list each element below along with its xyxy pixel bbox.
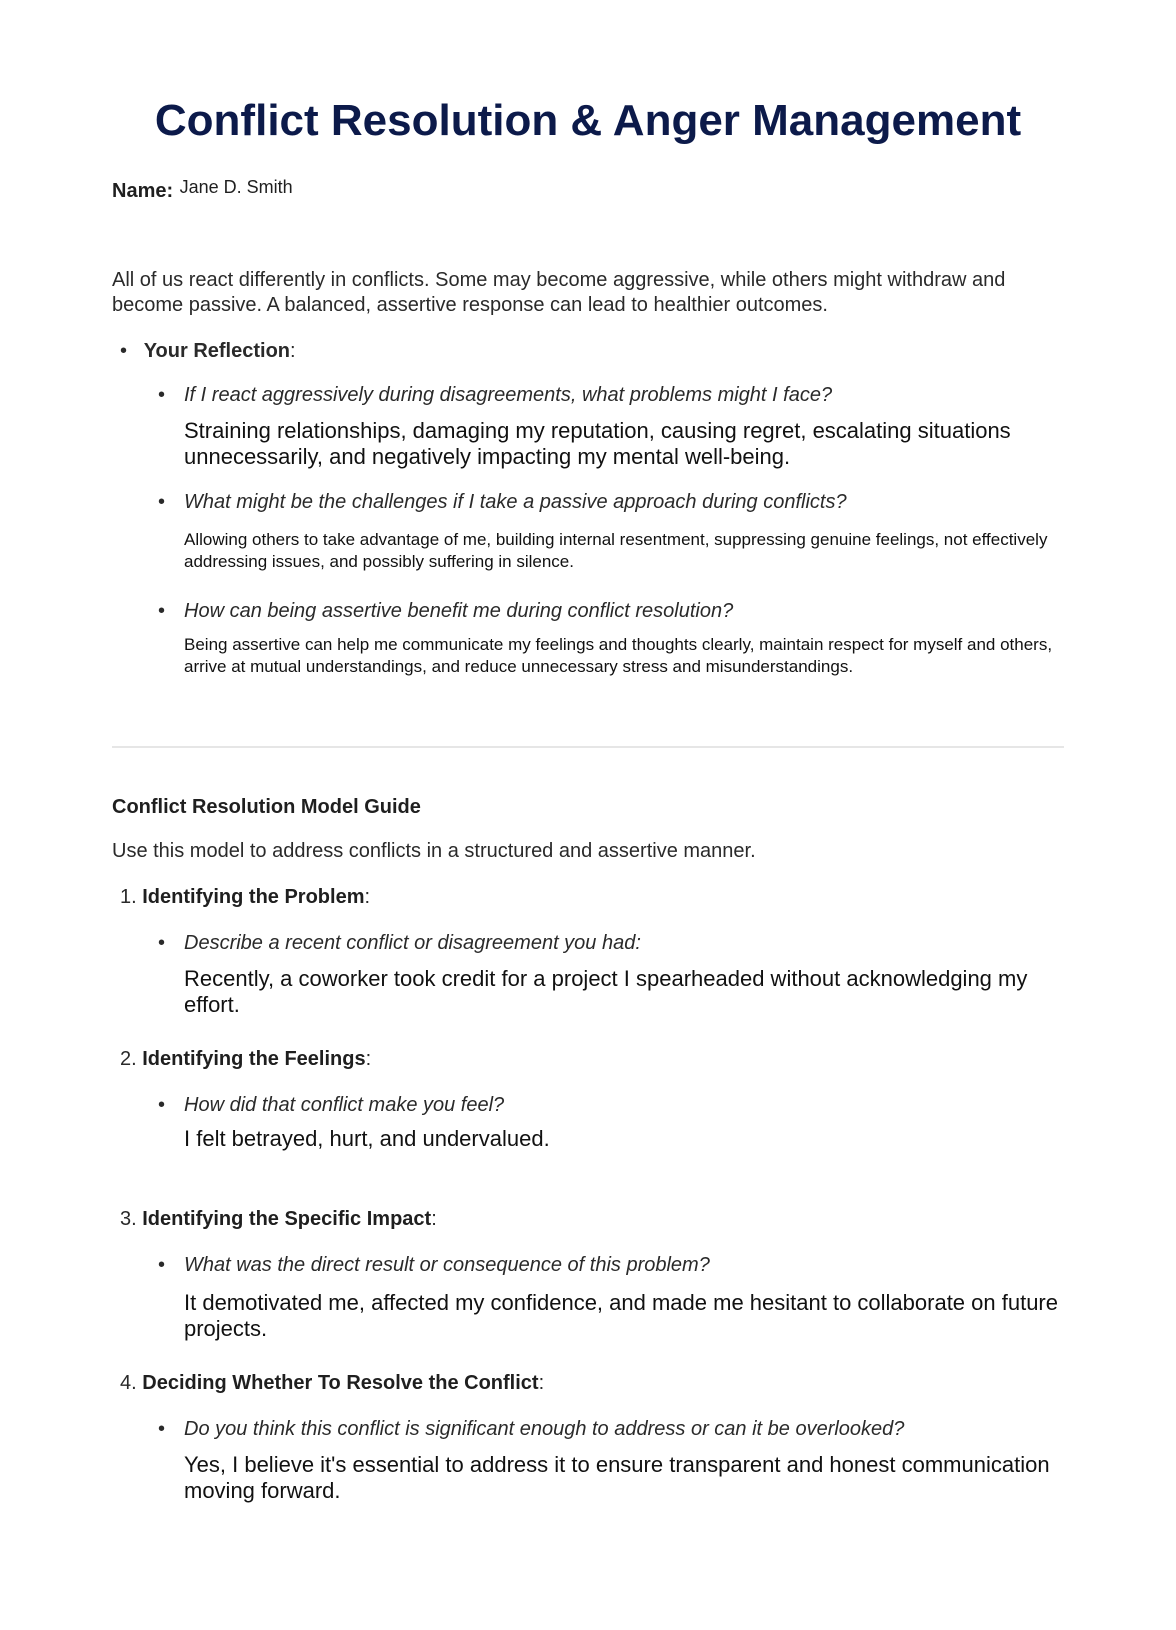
step-1-question: • Describe a recent conflict or disagreement you had: — [158, 932, 641, 954]
guide-title: Conflict Resolution Model Guide — [112, 796, 421, 818]
bullet-icon: • — [120, 340, 128, 362]
step-4-answer: Yes, I believe it's essential to address it to ensure transparent and honest communication moving forward. — [184, 1452, 1050, 1503]
name-row — [112, 177, 293, 203]
step-3-question: • What was the direct result or consequence of this problem? — [158, 1254, 710, 1276]
reflection-question-3: • How can being assertive benefit me during conflict resolution? — [158, 600, 734, 622]
reflection-heading: Your Reflection — [143, 340, 290, 362]
bullet-icon: • — [158, 600, 166, 622]
step-4-question: • Do you think this conflict is significant enough to address or can it be overlooked? — [158, 1418, 905, 1440]
name-label: Name: — [112, 180, 174, 202]
bullet-icon: • — [158, 932, 166, 954]
reflection-heading-row: • Your Reflection: — [120, 340, 296, 362]
reflection-answer-1: Straining relationships, damaging my reputation, causing regret, escalating situations unnecessarily, and negatively impacting my mental well-being. — [184, 418, 1011, 469]
reflection-question-2: • What might be the challenges if I take a passive approach during conflicts? — [158, 491, 847, 513]
bullet-icon: • — [158, 1254, 166, 1276]
section-divider — [112, 746, 1064, 748]
step-4-heading: 4. Deciding Whether To Resolve the Conflict: — [120, 1372, 545, 1394]
page-title: Conflict Resolution & Anger Management — [154, 96, 1022, 145]
guide-subtitle: Use this model to address conflicts in a structured and assertive manner. — [112, 840, 756, 862]
step-2-heading: 2. Identifying the Feelings: — [120, 1048, 372, 1070]
step-2-answer: I felt betrayed, hurt, and undervalued. — [184, 1126, 550, 1151]
name-value: Jane D. Smith — [179, 177, 293, 197]
bullet-icon: • — [158, 491, 166, 513]
step-2-question: • How did that conflict make you feel? — [158, 1094, 505, 1116]
step-3-answer: It demotivated me, affected my confidence, and made me hesitant to collaborate on future projects. — [184, 1290, 1058, 1341]
reflection-answer-2: Allowing others to take advantage of me, building internal resentment, suppressing genuine feelings, not effectively addressing issues, and possibly suffering in silence. — [184, 530, 1048, 571]
bullet-icon: • — [158, 384, 166, 406]
intro-paragraph: All of us react differently in conflicts. Some may become aggressive, while others might withdraw and become passive. A balanced, assertive response can lead to healthier outcomes. — [112, 269, 1006, 316]
step-3-heading: 3. Identifying the Specific Impact: — [120, 1208, 437, 1230]
bullet-icon: • — [158, 1418, 166, 1440]
reflection-answer-3: Being assertive can help me communicate my feelings and thoughts clearly, maintain respect for myself and others, arrive at mutual understandings, and reduce unnecessary stress and misunderstandings. — [184, 635, 1053, 676]
bullet-icon: • — [158, 1094, 166, 1116]
reflection-question-1: • If I react aggressively during disagreements, what problems might I face? — [158, 384, 833, 406]
step-1-answer: Recently, a coworker took credit for a project I spearheaded without acknowledging my effort. — [184, 966, 1028, 1017]
step-1-heading: 1. Identifying the Problem: — [120, 886, 371, 908]
